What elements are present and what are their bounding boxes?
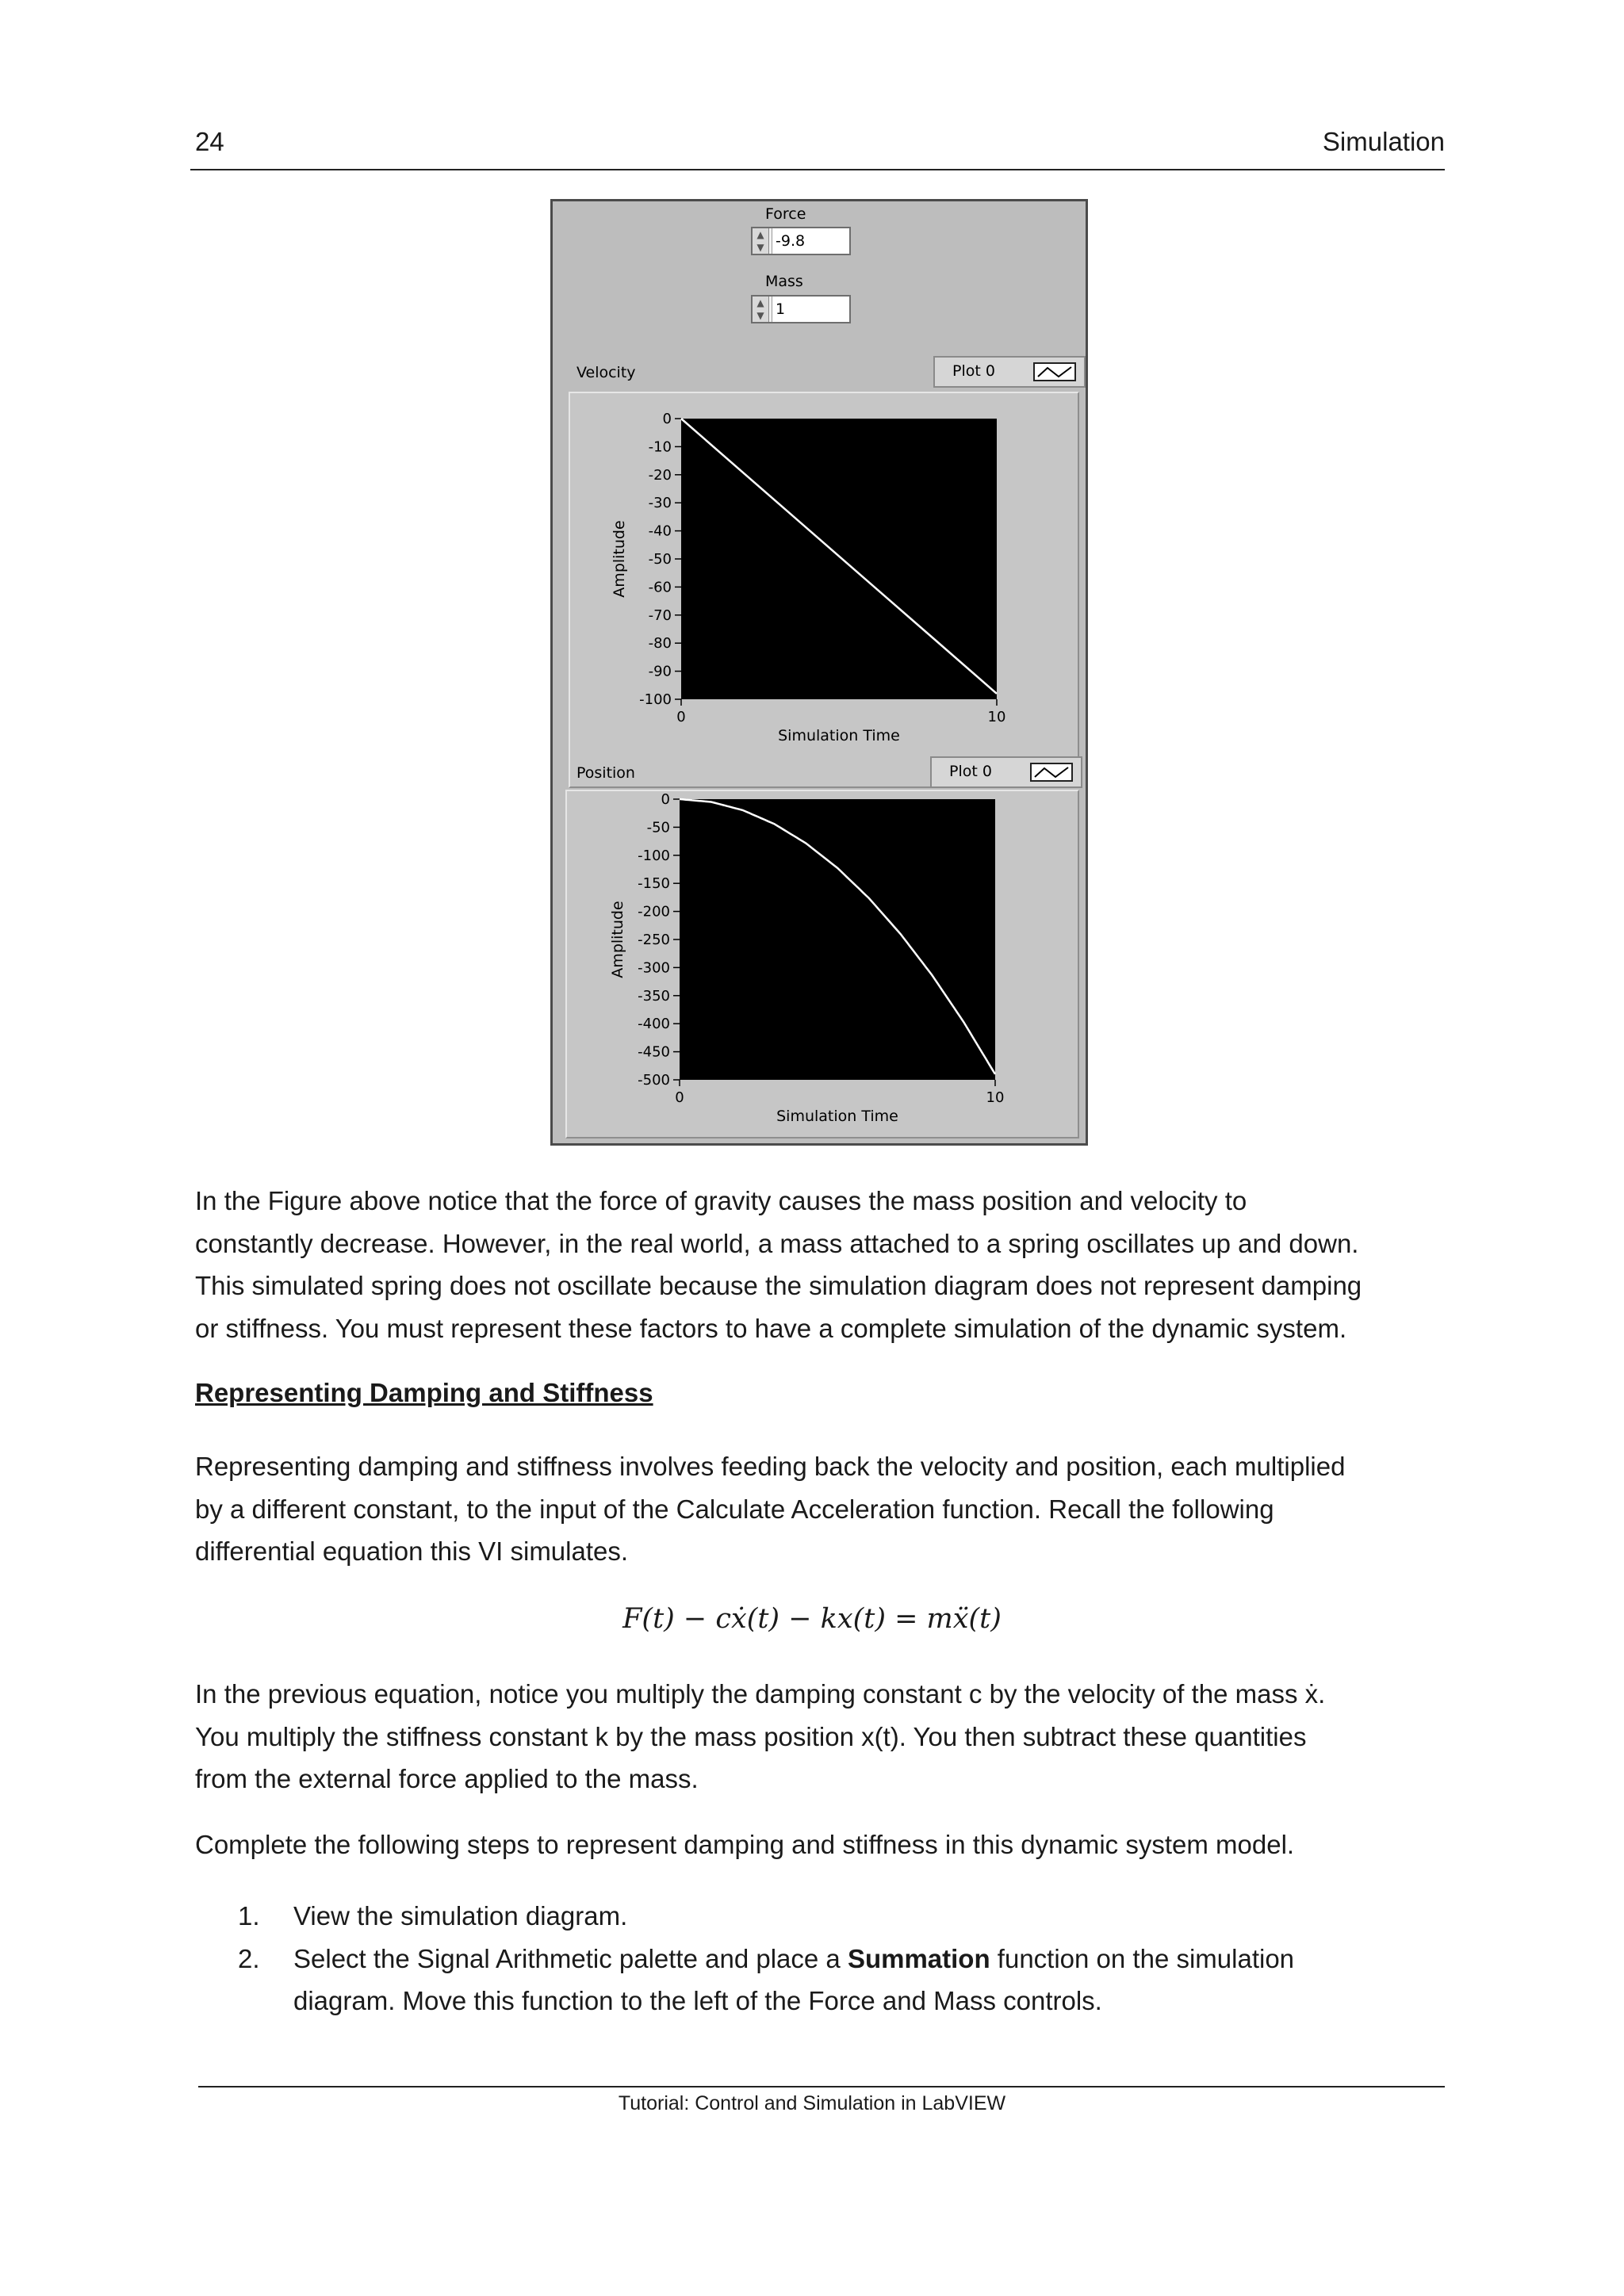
mass-value[interactable]: 1 bbox=[772, 297, 849, 322]
y-tick-label: -500 bbox=[638, 1072, 670, 1089]
section-heading: Representing Damping and Stiffness bbox=[195, 1378, 653, 1407]
force-numeric-control[interactable] bbox=[751, 227, 851, 255]
y-tick-label: -450 bbox=[638, 1043, 670, 1061]
y-tick-label: -60 bbox=[648, 579, 672, 596]
y-tick-label: -50 bbox=[648, 551, 672, 568]
velocity-chart bbox=[570, 393, 1081, 790]
labview-front-panel bbox=[550, 199, 1088, 1146]
y-tick-label: -70 bbox=[648, 607, 672, 624]
position-graph bbox=[565, 790, 1079, 1138]
y-axis-label: Amplitude bbox=[609, 901, 626, 978]
plot-style-icon[interactable] bbox=[1033, 362, 1076, 381]
y-tick-label: -400 bbox=[638, 1016, 670, 1033]
y-tick-label: -10 bbox=[648, 438, 672, 456]
velocity-graph-label: Velocity bbox=[576, 364, 636, 381]
paragraph-equation-explanation: In the previous equation, notice you multiply the damping constant c by the velocity of the mass ẋ. You multiply the stiffness constant k by the mass position x(t). You then subtract these quantities from the external force applied to the mass. bbox=[195, 1679, 1326, 1793]
increment-decrement-icon[interactable]: ▲ ▼ bbox=[753, 297, 769, 322]
x-tick-label: 10 bbox=[986, 1089, 1005, 1106]
y-tick-label: -90 bbox=[648, 663, 672, 680]
position-chart bbox=[567, 791, 1081, 1140]
x-axis-label: Simulation Time bbox=[776, 1108, 898, 1125]
y-tick-label: -50 bbox=[646, 819, 670, 836]
force-value[interactable]: -9.8 bbox=[772, 228, 849, 254]
x-tick-label: 10 bbox=[987, 709, 1006, 725]
header-rule bbox=[190, 169, 1445, 170]
paragraph-gravity-explanation: In the Figure above notice that the force of gravity causes the mass position and velocity to constantly decrease. However, in the real world, a mass attached to a spring oscillates up and down. This simulated spring does not oscillate because the simulation diagram does not represent damping or stiffness. You must represent these factors to have a complete simulation of the dynamic system. bbox=[195, 1186, 1362, 1343]
y-tick-label: 0 bbox=[662, 411, 672, 427]
mass-numeric-control[interactable] bbox=[751, 295, 851, 323]
force-label: Force bbox=[765, 205, 806, 223]
footer-rule bbox=[198, 2086, 1445, 2087]
position-plot-legend[interactable] bbox=[930, 756, 1082, 788]
legend-plot-name: Plot 0 bbox=[949, 763, 992, 780]
y-tick-label: -250 bbox=[638, 932, 670, 948]
section-title: Simulation bbox=[1322, 127, 1445, 156]
velocity-plot-legend[interactable] bbox=[933, 356, 1086, 388]
y-axis-label: Amplitude bbox=[611, 520, 628, 598]
velocity-graph bbox=[569, 392, 1079, 788]
y-tick-label: -80 bbox=[648, 635, 672, 652]
y-tick-label: -200 bbox=[638, 903, 670, 920]
x-axis-label: Simulation Time bbox=[778, 727, 900, 744]
y-tick-label: -100 bbox=[639, 691, 672, 708]
x-tick-label: 0 bbox=[675, 1089, 684, 1106]
steps-list bbox=[238, 1895, 1427, 2022]
footer-text: Tutorial: Control and Simulation in LabVIEW bbox=[618, 2092, 1006, 2114]
differential-equation: F(t) − cẋ(t) − kx(t) = mẍ(t) bbox=[622, 1603, 1002, 1635]
y-tick-label: 0 bbox=[661, 791, 670, 808]
plot-style-icon[interactable] bbox=[1030, 763, 1073, 782]
paragraph-damping-intro: Representing damping and stiffness involves feeding back the velocity and position, each multiplied by a different constant, to the input of the Calculate Acceleration function. Recall the following differential equation this VI simulates. bbox=[195, 1452, 1346, 1566]
y-tick-label: -30 bbox=[648, 495, 672, 512]
increment-decrement-icon[interactable]: ▲ ▼ bbox=[753, 228, 769, 254]
y-tick-label: -350 bbox=[638, 987, 670, 1004]
y-tick-label: -300 bbox=[638, 959, 670, 977]
paragraph-steps-intro: Complete the following steps to represent damping and stiffness in this dynamic system model. bbox=[195, 1830, 1295, 1859]
y-tick-label: -20 bbox=[648, 466, 672, 484]
list-item: 1. View the simulation diagram. bbox=[238, 1901, 628, 1931]
plot-area bbox=[680, 799, 995, 1080]
y-tick-label: -150 bbox=[638, 875, 670, 893]
mass-label: Mass bbox=[765, 273, 803, 290]
y-tick-label: -100 bbox=[638, 847, 670, 864]
legend-plot-name: Plot 0 bbox=[952, 362, 995, 380]
position-graph-label: Position bbox=[576, 764, 635, 782]
y-tick-label: -40 bbox=[648, 522, 672, 540]
x-tick-label: 0 bbox=[676, 709, 686, 725]
list-item: 2. Select the Signal Arithmetic palette and place a Summation function on the simulation diagram. Move this function to the left of the Force and Mass controls. bbox=[238, 1943, 1295, 2015]
page-number: 24 bbox=[195, 127, 224, 156]
